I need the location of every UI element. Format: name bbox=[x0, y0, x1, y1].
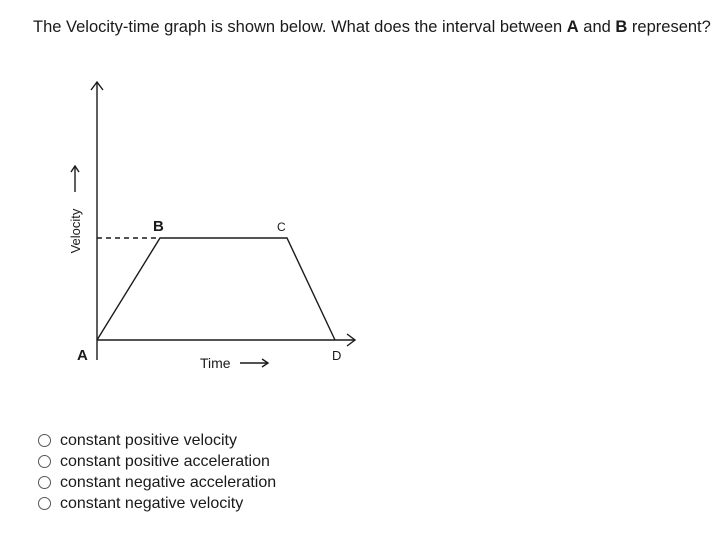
question-point-a: A bbox=[566, 18, 579, 36]
point-label-c: C bbox=[277, 220, 286, 234]
point-label-b: B bbox=[153, 218, 164, 235]
radio-button[interactable] bbox=[38, 455, 51, 468]
question-prefix: The Velocity-time graph is shown below. What does the interval between bbox=[33, 18, 567, 36]
velocity-time-line bbox=[97, 238, 335, 340]
answer-option[interactable] bbox=[38, 451, 276, 472]
answer-option-label: constant negative velocity bbox=[60, 494, 244, 512]
point-label-d: D bbox=[332, 348, 342, 363]
x-axis-label: Time bbox=[200, 355, 231, 371]
radio-button[interactable] bbox=[38, 476, 51, 489]
answer-option[interactable] bbox=[38, 472, 276, 493]
question-point-b: B bbox=[615, 18, 628, 36]
answer-option[interactable] bbox=[38, 430, 276, 451]
y-axis-label: Velocity bbox=[68, 208, 83, 254]
answer-option-label: constant positive acceleration bbox=[60, 452, 270, 470]
point-label-a: A bbox=[77, 347, 88, 364]
answer-option-label: constant positive velocity bbox=[60, 431, 237, 449]
answer-option-label: constant negative acceleration bbox=[60, 473, 277, 491]
answer-option[interactable] bbox=[38, 493, 276, 514]
answer-options bbox=[38, 430, 276, 514]
radio-button[interactable] bbox=[38, 497, 51, 510]
question-suffix: represent? bbox=[627, 18, 711, 36]
question-middle: and bbox=[578, 18, 616, 36]
radio-button[interactable] bbox=[38, 434, 51, 447]
